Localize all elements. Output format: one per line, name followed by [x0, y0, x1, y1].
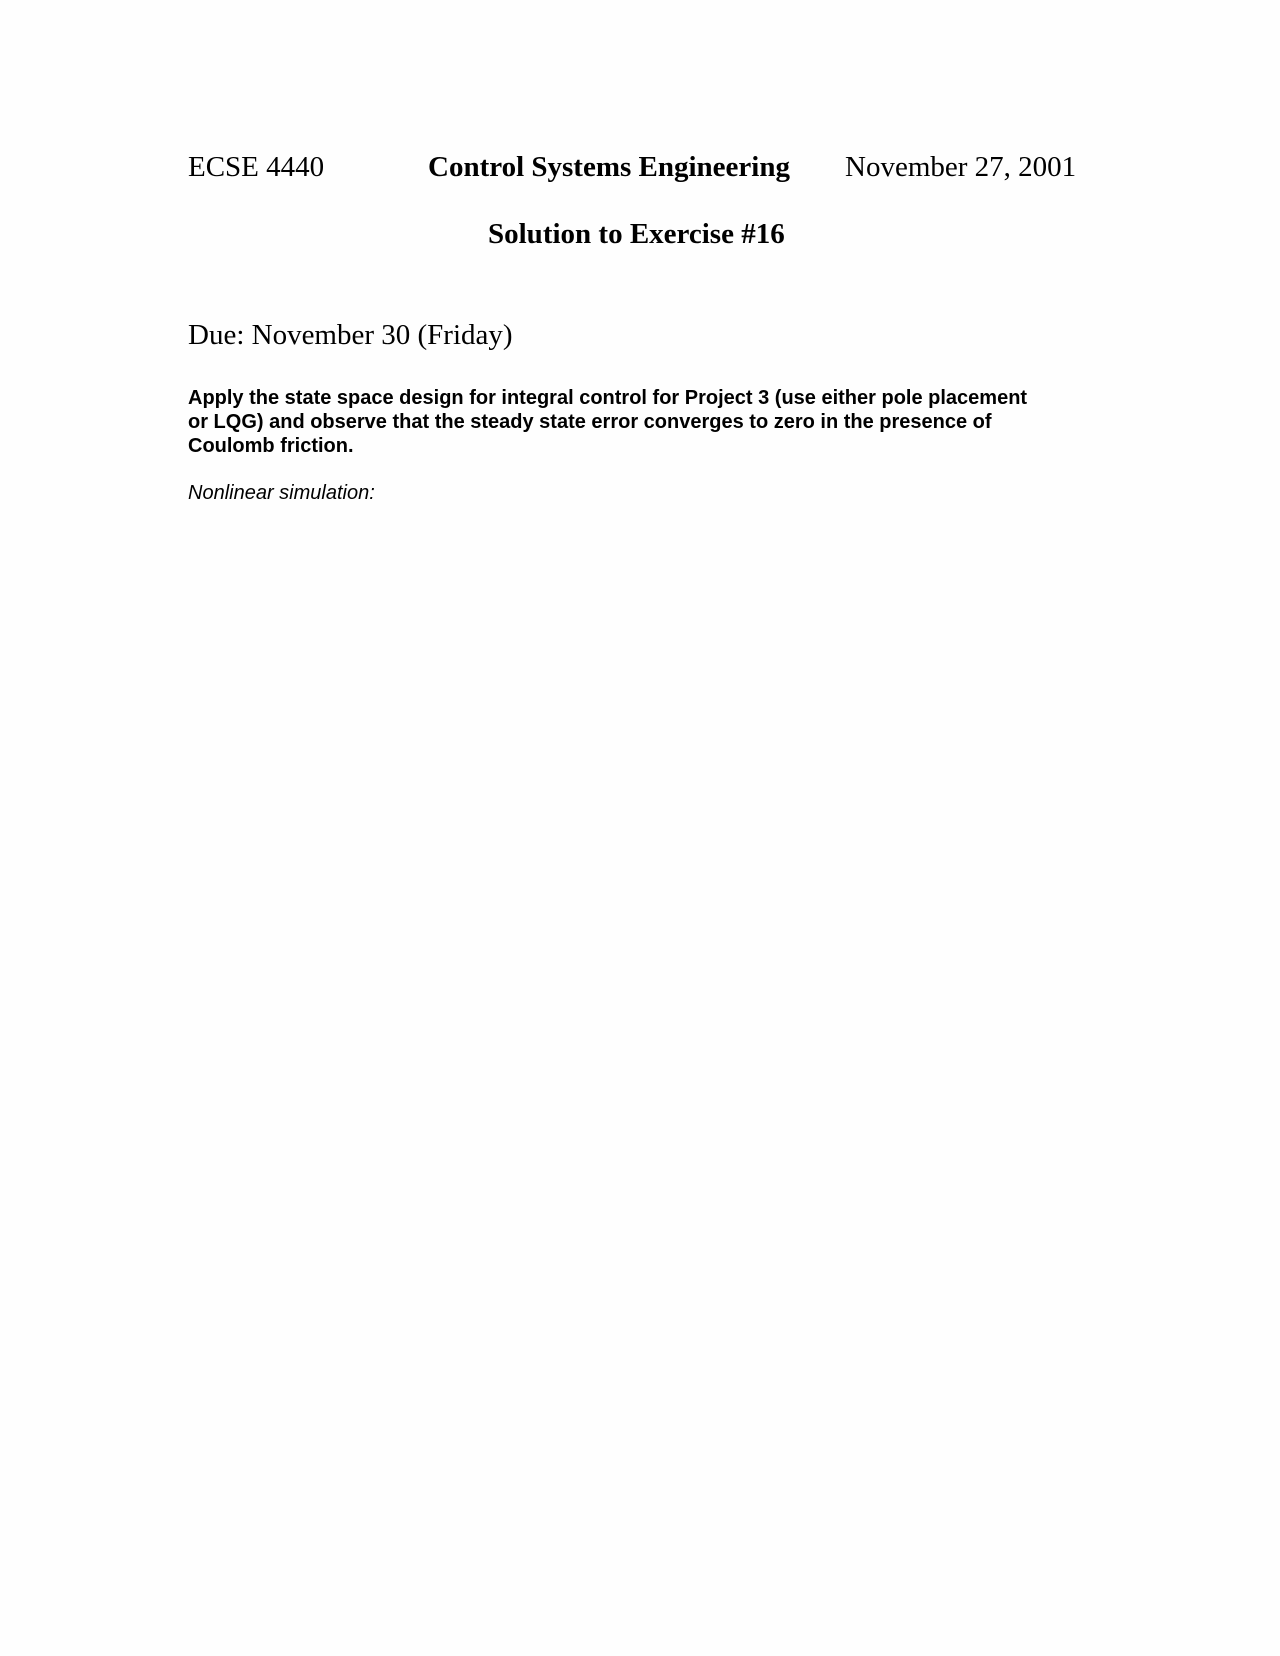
document-date: November 27, 2001	[845, 151, 1077, 183]
due-date: Due: November 30 (Friday)	[188, 319, 513, 351]
course-title: Control Systems Engineering	[428, 151, 790, 183]
solution-title: Solution to Exercise #16	[488, 218, 785, 250]
section-label: Nonlinear simulation:	[188, 482, 375, 504]
problem-line: Coulomb friction.	[188, 435, 354, 457]
problem-line: or LQG) and observe that the steady state error converges to zero in the presence of	[188, 411, 992, 433]
problem-line: Apply the state space design for integral control for Project 3 (use either pole placement	[188, 387, 1028, 409]
course-code: ECSE 4440	[188, 151, 325, 183]
problem-statement	[188, 386, 1078, 458]
